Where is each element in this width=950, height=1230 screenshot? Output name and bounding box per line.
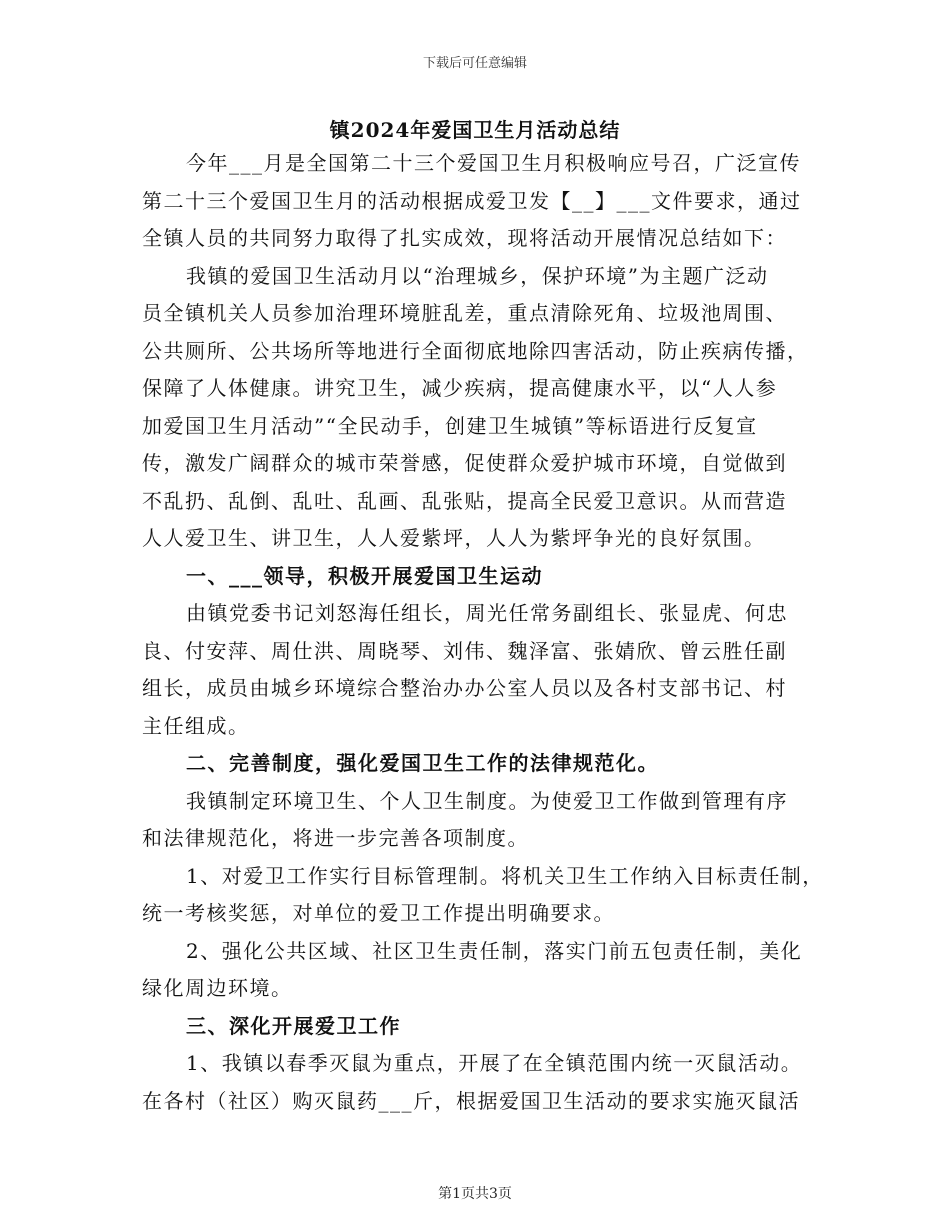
- paragraph-line: 组长，成员由城乡环境综合整治办办公室人员以及各村支部书记、村: [142, 676, 787, 700]
- paragraph-line: 由镇党委书记刘怒海任组长，周光任常务副组长、张显虎、何忠: [186, 601, 788, 625]
- paragraph-line: 第二十三个爱国卫生月的活动根据成爱卫发【__】___文件要求，通过: [142, 188, 802, 213]
- document-body: [142, 145, 822, 1120]
- paragraph-line: 主任组成。: [142, 713, 250, 738]
- paragraph-line: 不乱扔、乱倒、乱吐、乱画、乱张贴，提高全民爱卫意识。从而营造: [142, 488, 787, 513]
- paragraph-line: 公共厕所、公共场所等地进行全面彻底地除四害活动，防止疾病传播，: [142, 338, 809, 363]
- paragraph-line: 1、对爱卫工作实行目标管理制。将机关卫生工作纳入目标责任制，: [186, 863, 824, 888]
- paragraph-line: 传，激发广阔群众的城市荣誉感，促使群众爱护城市环境，自觉做到: [142, 451, 787, 475]
- paragraph-line: 统一考核奖惩，对单位的爱卫工作提出明确要求。: [142, 901, 615, 925]
- paragraph-line: 2、强化公共区域、社区卫生责任制，落实门前五包责任制，美化: [186, 938, 803, 963]
- header-note: 下载后可任意编辑: [422, 56, 527, 71]
- paragraph-line: 员全镇机关人员参加治理环境脏乱差，重点清除死角、垃圾池周围、: [142, 301, 787, 325]
- paragraph-line: 绿化周边环境。: [142, 976, 293, 1000]
- paragraph-line: 1、我镇以春季灭鼠为重点，开展了在全镇范围内统一灭鼠活动。: [186, 1051, 803, 1075]
- section-heading: 三、深化开展爱卫工作: [186, 1013, 401, 1038]
- paragraph-line: 我镇制定环境卫生、个人卫生制度。为使爱卫工作做到管理有序: [186, 788, 788, 813]
- paragraph-line: 良、付安萍、周仕洪、周晓琴、刘伟、魏泽富、张婧欣、曾云胜任副: [142, 638, 787, 663]
- paragraph-line: 全镇人员的共同努力取得了扎实成效，现将活动开展情况总结如下：: [142, 226, 787, 250]
- paragraph-line: 今年___月是全国第二十三个爱国卫生月积极响应号召，广泛宣传: [186, 151, 801, 175]
- paragraph-line: 和法律规范化，将进一步完善各项制度。: [142, 826, 529, 850]
- paragraph-line: 我镇的爱国卫生活动月以“治理城乡，保护环境”为主题广泛动: [186, 263, 769, 288]
- paragraph-line: 加爱国卫生月活动”“全民动手，创建卫生城镇”等标语进行反复宣: [142, 413, 758, 438]
- page-footer: 第1页共3页: [438, 1186, 512, 1202]
- document-title: 镇2024年爱国卫生月活动总结: [329, 118, 621, 142]
- paragraph-line: 保障了人体健康。讲究卫生，减少疾病，提高健康水平，以“人人参: [142, 376, 778, 400]
- section-heading: 一、___领导，积极开展爱国卫生运动: [186, 563, 543, 588]
- section-heading: 二、完善制度，强化爱国卫生工作的法律规范化。: [186, 751, 659, 775]
- paragraph-line: 人人爱卫生、讲卫生，人人爱紫坪，人人为紫坪争光的良好氛围。: [142, 526, 766, 550]
- paragraph-line: 在各村（社区）购灭鼠药___斤，根据爱国卫生活动的要求实施灭鼠活: [142, 1088, 800, 1113]
